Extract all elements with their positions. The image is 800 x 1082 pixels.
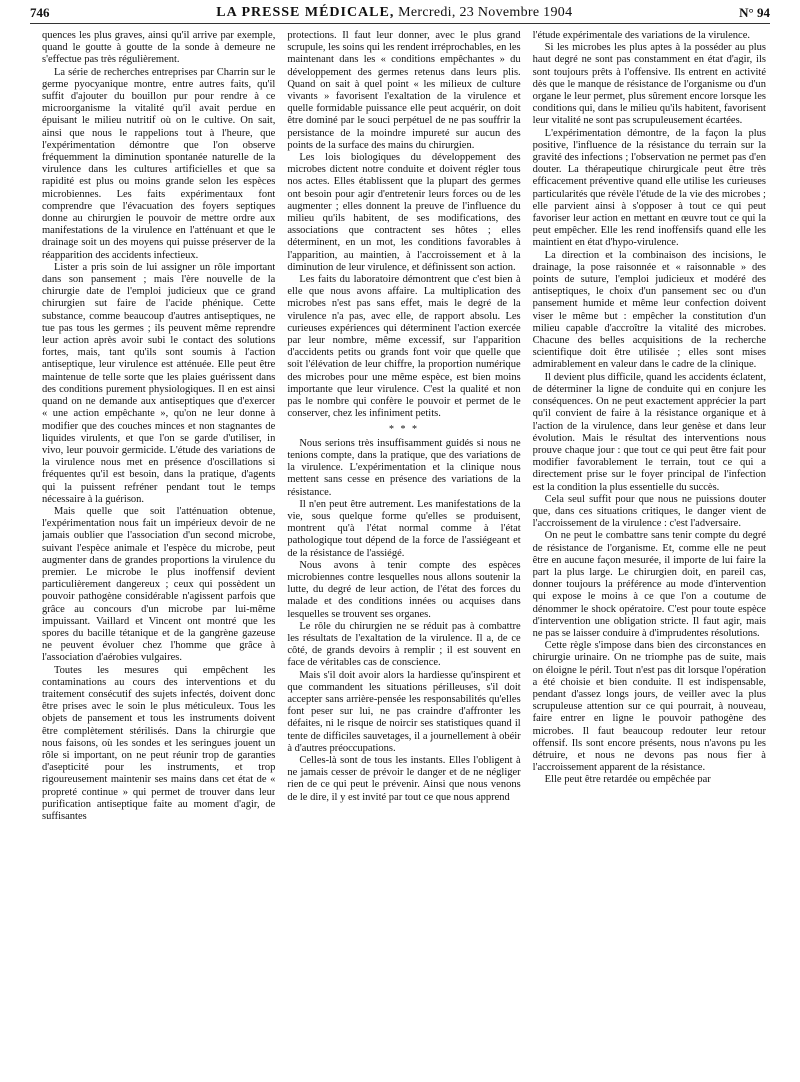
paragraph: Mais quelle que soit l'atténuation obtenue, l'expérimentation nous fait un impérieux devoir de ne jamais oublier que l'association d'un second microbe, suivant l'espèce animale et l'espèce du microbe, peut augmenter dans de grandes proportions la virulence du premier. Le microbe le plus inoffensif devient particulièrement dangereux ; ceux qui possèdent un pouvoir pathogène considérable n'agissent parfois que grâce au concours d'un microbe par lui-même impuissant. Vaillard et Vincent ont montré que les spores du bacille tétanique et de la gangrène gazeuse ne peuvent évoluer chez l'homme que grâce à l'association d'aérobies vulgaires. <box>42 505 276 664</box>
issue-number: N° 94 <box>739 5 770 20</box>
paragraph: La direction et la combinaison des incisions, le drainage, la pose raisonnée et « raisonnable » des points de suture, l'emploi judicieux et modéré des antiseptiques, le choix d'un pansement sec ou d'un pansement humide et même leur confection doivent viser le même but : empêcher la constitution d'un milieu capable d'accroître la vitalité des microbes. Chacune des belles acquisitions de la recherche scientifique doit être utilisée ; elles sont mises admirablement en valeur dans le cadre de la clinique. <box>532 249 766 371</box>
page-number: 746 <box>30 5 50 20</box>
paragraph: Il devient plus difficile, quand les accidents éclatent, de déterminer la ligne de conduite qui en conjure les conséquences. On ne peut exactement apprécier la part qu'il convient de faire à la résistance organique et à l'action de la virulence, dans leur genèse et dans leur évolution. Mais le résultat des interventions nous prouve chaque jour : que tout ce qui peut être fait pour modifier favorablement le terrain, tout ce qui a directement prise sur le foyer principal de l'infection est la condition la plus essentielle du succès. <box>532 371 766 493</box>
paragraph: Nous serions très insuffisamment guidés si nous ne tenions compte, dans la pratique, que des variations de la virulence. L'expérimentation et la clinique nous mettent sans cesse en présence des variations de la résistance. <box>287 437 521 498</box>
paragraph: Nous avons à tenir compte des espèces microbiennes contre lesquelles nous allons soutenir la lutte, du degré de leur action, de l'état des forces du malade et des conditions innées ou acquises dans lesquelles se trouvent ses organes. <box>287 559 521 620</box>
paragraph: protections. Il faut leur donner, avec le plus grand scrupule, les soins qui les rendent irréprochables, en les maintenant dans les « conditions empêchantes » du développement des germes retenus dans leurs plis. Quand on sait à quel point « les milieux de culture vivants » favorisent l'exaltation de la virulence et quelle formidable puissance elle peut acquérir, on doit être dominé par le souci perpétuel de ne pas souffrir la persistance de la moindre impureté sur aucun des points de la surface des mains du chirurgien. <box>287 30 521 151</box>
paragraph: L'expérimentation démontre, de la façon la plus positive, l'influence de la résistance du terrain sur la gravité des infections ; l'observation ne permet pas d'en douter. La thérapeutique chirurgicale peut être très efficacement préventive quand elle utilise les curieuses particularités que révèle l'étude de la vie des microbes ; elle parvient ainsi à s'opposer à tout ce qui peut favoriser leur action en mettant en œuvre tout ce qui la peut empêcher. Elle les rend inoffensifs quand elle les maintient en état d'hypo-virulence. <box>532 127 766 249</box>
column-left <box>42 30 275 1078</box>
section-separator: * * * <box>388 423 419 435</box>
paragraph: Les lois biologiques du développement des microbes dictent notre conduite et doivent régler tous nos actes. Elles établissent que la plupart des germes ont besoin pour agir d'entretenir leurs forces ou de les augmenter ; elles donnent la preuve de l'influence du milieu qu'ils habitent, de ses modifications, des associations que contractent ses hôtes ; elles déterminent, en un mot, les conditions favorables à l'apparition, au maintien, à l'accroissement et à la diminution de leur virulence, et définissent son action. <box>287 152 521 273</box>
column-middle-bottom <box>287 438 520 804</box>
paragraph: Cette règle s'impose dans bien des circonstances en chirurgie urinaire. On ne triomphe pas de suite, mais on éloigne le péril. Tout n'est pas dit lorsque l'opération a été choisie et bien conduite. Il est indispensable, pendant d'assez longs jours, de veiller avec la plus scrupuleuse attention sur ce qui pourrait, à nouveau, faire entrer en ligne le pouvoir pathogène des microbes. Il faut beaucoup redouter leur retour offensif. Ils sont encore présents, nous n'avons pu les détruire, et nous ne devons pas nous fier à l'accroissement apparent de la résistance. <box>532 640 766 774</box>
column-middle-top <box>287 30 520 421</box>
paragraph: Si les microbes les plus aptes à la posséder au plus haut degré ne sont pas constamment en état d'agir, ils sont toujours prêts à l'offensive. Ils entrent en activité dès que le manque de résistance de l'organisme ou d'un organe le leur permet, plus sûrement encore lorsque les conditions qui, dans le milieu qu'ils habitent, favorisent leur vitalité ne sont pas scrupuleusement écartées. <box>532 42 766 127</box>
column-right <box>533 30 766 1078</box>
paragraph: On ne peut le combattre sans tenir compte du degré de résistance de l'organisme. Et, comme elle ne peut être en aucune façon mesurée, il importe de lui faire la part la plus large. Le chirurgien doit, en pareil cas, donner toujours la préférence au mode d'intervention qui expose le moins à ce que l'on a coutume de dénommer le shock opératoire. C'est pour toute espèce d'intervention une obligation stricte. Il faut agir, mais ne pas se laisser conduire à d'imprudentes résolutions. <box>532 530 766 639</box>
paragraph: Toutes les mesures qui empêchent les contaminations au cours des interventions et du traitement consécutif des sujets infectés, doivent donc être prises avec le soin le plus méticuleux. Tous les objets de pansement et tous les instruments doivent être complètement stérilisés. Dans la chirurgie que nous faisons, où les sondes et les seringues jouent un rôle si important, on ne peut réunir trop de garanties d'asepticité pour les instruments, et trop rigoureusement maintenir ses mains dans cet état de « propreté continue » qui permet de trouver dans leur purification antiseptique faite au moment d'agir, de suffisantes <box>42 664 276 822</box>
journal-title <box>216 5 572 21</box>
paragraph: l'étude expérimentale des variations de la virulence. <box>532 30 750 41</box>
issue-date: Mercredi, 23 Novembre 1904 <box>398 5 573 20</box>
paragraph: Celles-là sont de tous les instants. Elles l'obligent à ne jamais cesser de prévoir le danger et de ne négliger rien de ce qui peut le prévenir. Ainsi que nous venons de le dire, il y est invité par tout ce que nous apprend <box>287 754 521 803</box>
paragraph: quences les plus graves, ainsi qu'il arrive par exemple, quand le goutte à goutte de la sonde à demeure ne s'effectue pas très régulièrement. <box>42 30 276 66</box>
paragraph: Mais s'il doit avoir alors la hardiesse qu'inspirent et que commandent les situations périlleuses, s'il doit accepter sans arrière-pensée les responsabilités qu'elles font peser sur lui, ne pas craindre d'affronter les défaites, ni le risque de noircir ses statistiques quand il tente de difficiles sauvetages, il a journellement à obéir à d'autres préoccupations. <box>287 669 521 754</box>
paragraph: Il n'en peut être autrement. Les manifestations de la vie, sous quelque forme qu'elles se produisent, montrent qu'à l'état normal comme à l'état pathologique tout dépend de la force de l'assiégeant et de la résistance de l'assiégé. <box>287 498 521 559</box>
column-middle <box>287 30 520 1078</box>
article-body <box>42 30 766 1078</box>
page-header <box>30 3 770 24</box>
paragraph: Lister a pris soin de lui assigner un rôle important dans son pansement ; mais l'ère nouvelle de la chirurgie date de l'emploi judicieux que ce grand chirurgien sut faire de l'acide phénique. Cette substance, comme beaucoup d'autres antiseptiques, ne tue pas tous les germes ; ils peuvent même reprendre leur action après avoir subi le contact des solutions fortes, mais, tant qu'ils sont soumis à l'action antiseptique, leur virulence est atténuée. Elle peut être maintenue de telle sorte que les plaies guérissent dans des conditions purement physiologiques. Il en est ainsi quand on ne demande aux antiseptiques que d'exercer « une action empêchante », qu'on ne leur donne à modifier que des couches minces et non stagnantes de liquides virulents, et que l'on se garde d'utiliser, in vivo, leur pouvoir germicide. L'étude des variations de la virulence nous met en présence d'oscillations si fréquentes qu'il est besoin, dans la pratique, d'agents qui la puissent refréner pendant tout le temps nécessaire à la guérison. <box>42 261 276 505</box>
paragraph: Cela seul suffit pour que nous ne puissions douter que, dans ces situations critiques, le danger vient de l'accroissement de la virulence : c'est l'adversaire. <box>532 493 766 530</box>
paragraph: Elle peut être retardée ou empêchée par <box>544 774 711 786</box>
journal-name: LA PRESSE MÉDICALE, <box>216 5 395 20</box>
paragraph: Le rôle du chirurgien ne se réduit pas à combattre les résultats de l'exaltation de la virulence. Il a, de ce côté, de grands devoirs à remplir ; il est souvent en face de véritables cas de conscience. <box>287 620 521 669</box>
paragraph: Les faits du laboratoire démontrent que c'est bien à elle que nous avons affaire. La multiplication des microbes n'est pas sans effet, mais le degré de la virulence n'a pas, avec elle, de rapport absolu. Les curieuses expériences qui déterminent l'action exercée par leur nombre, même excessif, sur l'apparition d'accidents petits ou grands font voir que quelle que soit l'élévation de leur chiffre, la proportion numérique des microbes pour une même espèce, est bien moins importante que leur virulence. C'est la qualité et non pas le nombre qui confère le pouvoir et permet de le conserver, chez les infiniment petits. <box>287 274 521 420</box>
paragraph: La série de recherches entreprises par Charrin sur le germe pyocyanique montre, entre autres faits, qu'il suffit d'ajouter du bouillon pur pour rendre à ce microorganisme la vitalité qu'il avait perdue en épuisant le milieu nutritif où on le cultive. On sait, ainsi que nous le rappelions tout à l'heure, que l'expérimentation démontre que l'on observe fréquemment la diminution spontanée naturelle de la virulence dans les cultures artificielles et que sa rapidité est plus ou moins grande selon les espèces microbiennes. Les faits expérimentaux font comprendre que l'évacuation des foyers septiques donne au chirurgien le pouvoir de mettre ordre aux manifestations de la virulence en l'atténuant et que le drainage soit un des moyens qui puisse préserver de la réapparition des accidents infectieux. <box>42 66 276 261</box>
